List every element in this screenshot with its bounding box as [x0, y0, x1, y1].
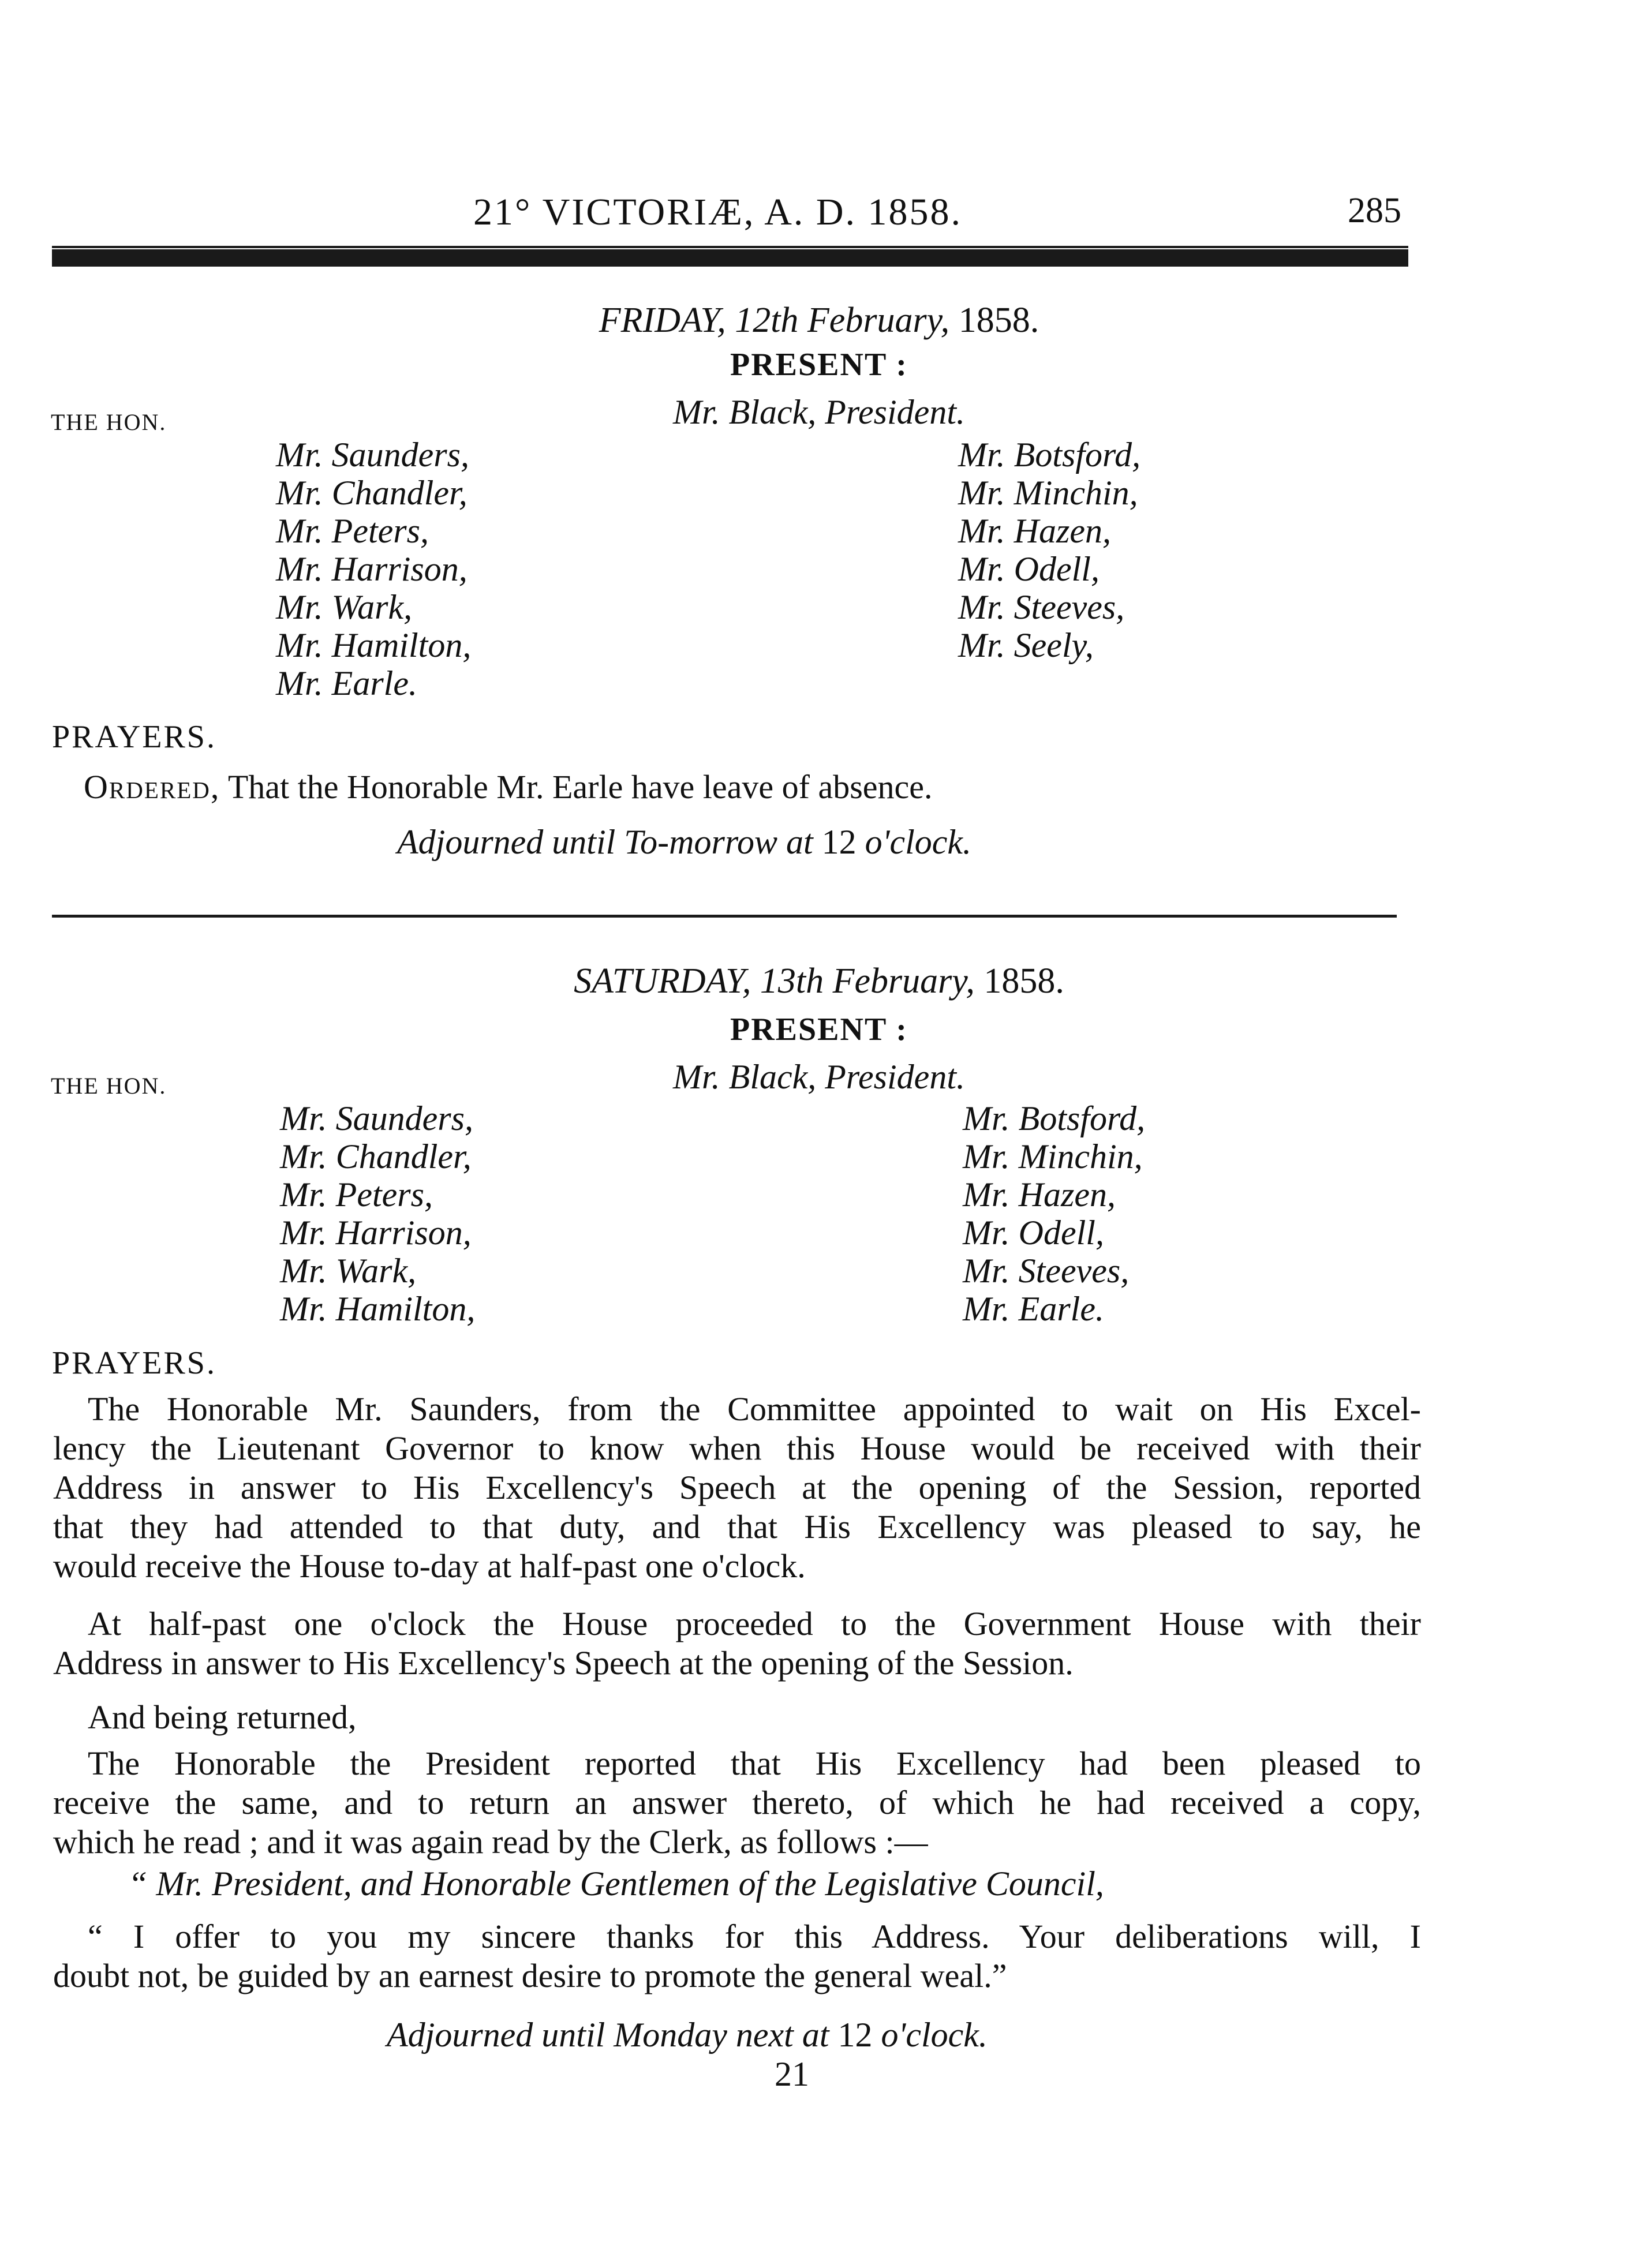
member-name: Mr. Hamilton,	[276, 626, 472, 664]
paragraph-line: The Honorable the President reported that His Excellency had been pleased to	[88, 1745, 1421, 1782]
paragraph-line: that they had attended to that duty, and that His Excellency was pleased to say, he	[53, 1508, 1421, 1545]
section-divider	[52, 915, 1397, 918]
member-name: Mr. Harrison,	[276, 550, 468, 588]
signature-mark: 21	[775, 2055, 809, 2093]
member-name: Mr. Peters,	[280, 1176, 433, 1214]
paragraph-line: The Honorable Mr. Saunders, from the Committee appointed to wait on His Excel-	[88, 1390, 1421, 1428]
member-name: Mr. Wark,	[280, 1252, 417, 1290]
saturday-president: Mr. Black, President.	[673, 1058, 965, 1096]
running-title: 21° VICTORIÆ, A. D. 1858.	[473, 191, 963, 233]
paragraph-line: receive the same, and to return an answer thereto, of which he had received a copy,	[53, 1784, 1421, 1821]
friday-day: FRIDAY,	[599, 301, 726, 340]
adjourn-oclock: o'clock.	[881, 2016, 988, 2054]
committee-report-paragraph	[53, 1390, 1421, 1586]
ordered-text: That the Honorable Mr. Earle have leave of absence.	[227, 768, 933, 806]
member-name: Mr. Earle.	[276, 664, 417, 702]
adjourn-hour: 12	[821, 823, 857, 861]
member-name: Mr. Seely,	[958, 626, 1094, 664]
president-report-paragraph	[53, 1744, 1421, 1862]
paragraph-line: doubt not, be guided by an earnest desire to promote the general weal.”	[53, 1957, 1007, 1994]
adjourn-text: Adjourned until Monday next at	[387, 2016, 829, 2054]
member-name: Mr. Hazen,	[963, 1176, 1116, 1214]
paragraph-line: would receive the House to-day at half-past one o'clock.	[53, 1547, 806, 1585]
member-name: Mr. Botsford,	[958, 436, 1141, 474]
friday-the-hon: THE HON.	[51, 409, 167, 435]
page-number: 285	[1348, 191, 1401, 230]
paragraph-line: Address in answer to His Excellency's Speech at the opening of the Session, reported	[53, 1469, 1421, 1506]
paragraph-line: At half-past one o'clock the House proceeded to the Government House with their	[88, 1605, 1421, 1642]
friday-date-line	[0, 300, 1638, 341]
friday-year: 1858.	[958, 301, 1039, 340]
member-name: Mr. Odell,	[958, 550, 1100, 588]
friday-prayers: PRAYERS.	[52, 719, 216, 755]
adjourn-oclock: o'clock.	[865, 823, 972, 861]
returned-line: And being returned,	[88, 1698, 357, 1736]
member-name: Mr. Peters,	[276, 512, 429, 550]
proceeding-paragraph	[53, 1604, 1421, 1683]
member-name: Mr. Chandler,	[276, 474, 468, 512]
friday-president: Mr. Black, President.	[673, 393, 965, 431]
saturday-adjournment	[387, 2015, 988, 2055]
paragraph-line: Address in answer to His Excellency's Speech at the opening of the Session.	[53, 1644, 1074, 1682]
member-name: Mr. Wark,	[276, 588, 413, 626]
saturday-year: 1858.	[983, 961, 1064, 1001]
member-name: Mr. Saunders,	[276, 436, 470, 474]
member-name: Mr. Odell,	[963, 1214, 1104, 1252]
friday-members-left	[276, 436, 471, 702]
saturday-date-line	[0, 961, 1638, 1002]
header-rule	[52, 249, 1408, 267]
saturday-the-hon: THE HON.	[51, 1073, 167, 1099]
saturday-members-left	[280, 1099, 475, 1328]
member-name: Mr. Earle.	[963, 1290, 1104, 1328]
paragraph-line: which he read ; and it was again read by the Clerk, as follows :—	[53, 1823, 928, 1861]
member-name: Mr. Chandler,	[280, 1137, 472, 1176]
friday-adjournment	[397, 822, 971, 862]
member-name: Mr. Hazen,	[958, 512, 1111, 550]
member-name: Mr. Minchin,	[963, 1137, 1143, 1176]
friday-members-right	[958, 436, 1140, 664]
governor-reply-quote	[53, 1917, 1421, 1996]
friday-ordered	[84, 768, 933, 807]
adjourn-hour: 12	[837, 2016, 873, 2054]
member-name: Mr. Saunders,	[280, 1099, 474, 1137]
paragraph-line: “ I offer to you my sincere thanks for this Address. Your deliberations will, I	[88, 1918, 1421, 1955]
saturday-present-heading: PRESENT :	[730, 1012, 908, 1047]
ordered-keyword: Ordered,	[84, 768, 220, 806]
header-rule-thin	[52, 246, 1408, 248]
adjourn-text: Adjourned until To-morrow at	[397, 823, 813, 861]
saturday-members-right	[963, 1099, 1145, 1328]
member-name: Mr. Botsford,	[963, 1099, 1146, 1137]
member-name: Mr. Harrison,	[280, 1214, 472, 1252]
friday-present-heading: PRESENT :	[730, 347, 908, 383]
member-name: Mr. Steeves,	[958, 588, 1125, 626]
member-name: Mr. Steeves,	[963, 1252, 1130, 1290]
quote-salutation: “ Mr. President, and Honorable Gentlemen of the Legislative Council,	[128, 1865, 1104, 1903]
saturday-prayers: PRAYERS.	[52, 1345, 216, 1381]
member-name: Mr. Hamilton,	[280, 1290, 476, 1328]
saturday-day: SATURDAY,	[574, 961, 751, 1001]
saturday-date: 13th February,	[760, 961, 975, 1001]
friday-date: 12th February,	[735, 301, 950, 340]
member-name: Mr. Minchin,	[958, 474, 1138, 512]
paragraph-line: lency the Lieutenant Governor to know when this House would be received with their	[53, 1429, 1421, 1467]
